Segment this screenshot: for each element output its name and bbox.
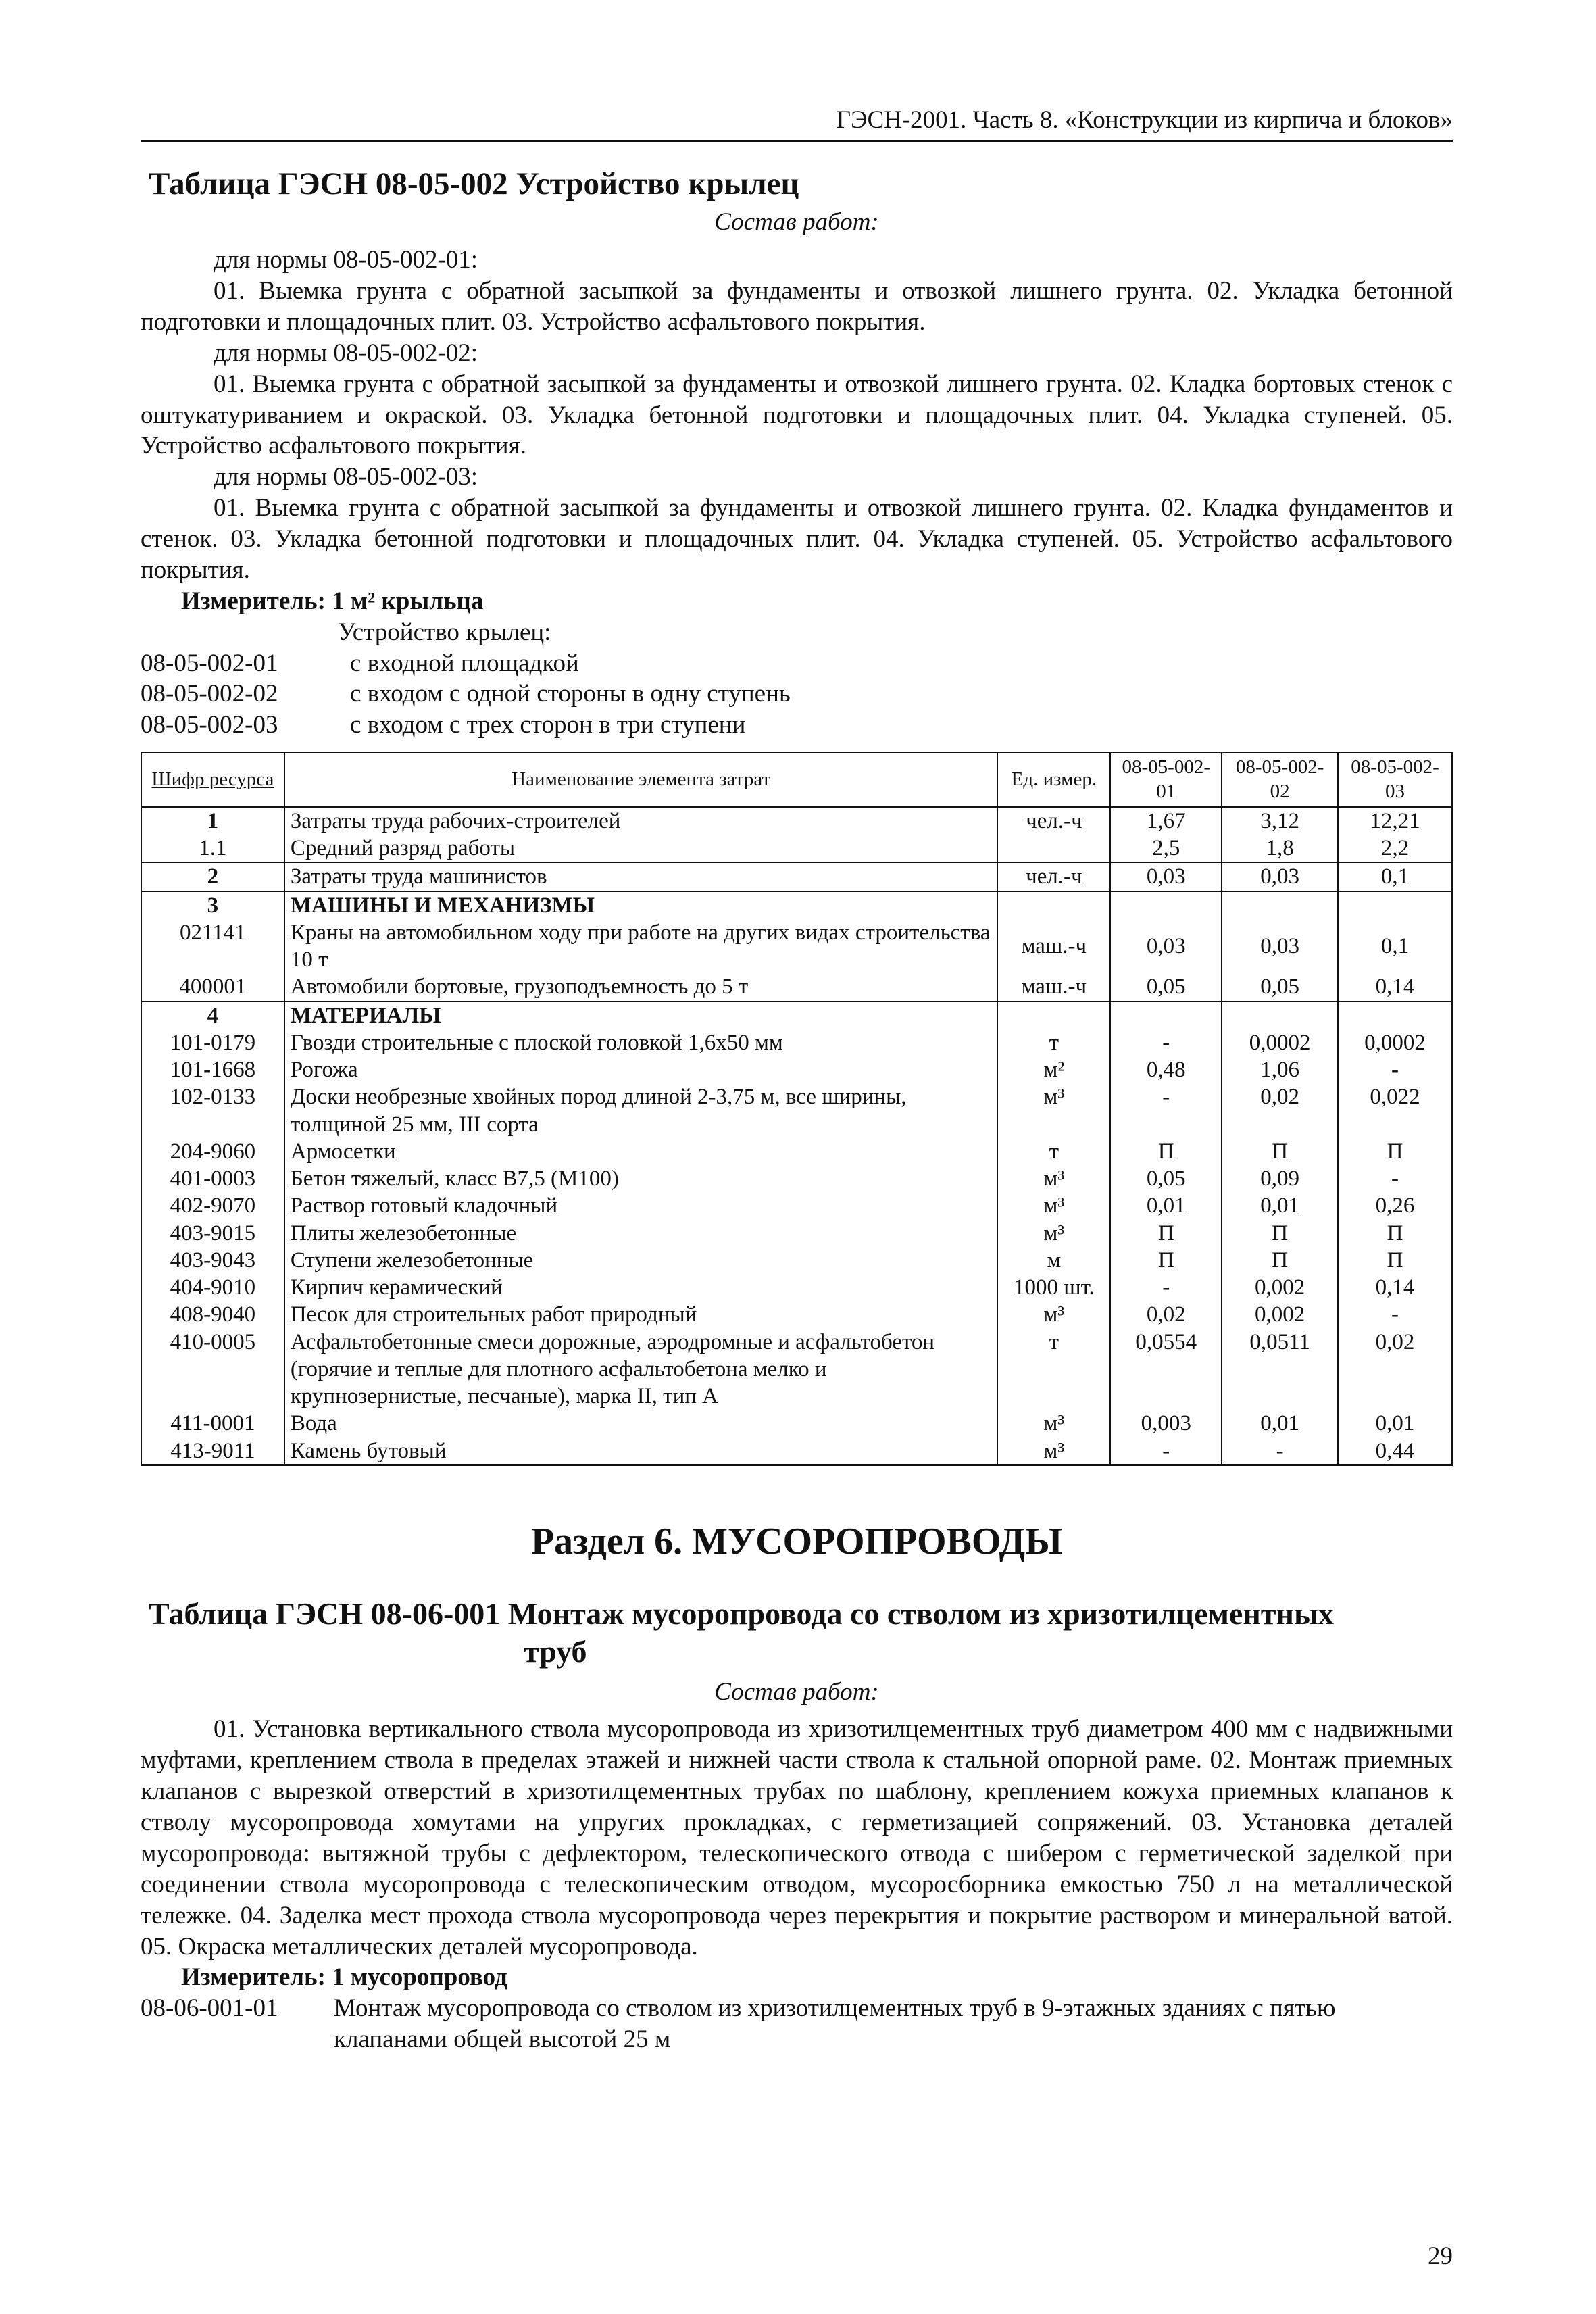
table-header-row bbox=[141, 752, 1452, 807]
col-header-code: Шифр ресурса bbox=[141, 752, 284, 807]
table-row: 204-9060 Армосетки т П П П bbox=[141, 1138, 1452, 1165]
table-title-line2: труб bbox=[524, 1634, 587, 1669]
table-row: 101-1668 Рогожа м² 0,48 1,06 - bbox=[141, 1056, 1452, 1083]
norm-code-row bbox=[141, 710, 1453, 741]
norm-code-row bbox=[141, 679, 1453, 710]
col-header-norm1: 08-05-002-01 bbox=[1110, 752, 1222, 807]
table-row: 3 МАШИНЫ И МЕХАНИЗМЫ bbox=[141, 891, 1452, 919]
norm-text: 01. Выемка грунта с обратной засыпкой за фундаменты и отвозкой лишнего грунта. 02. Кладка фундаментов и стенок. 03. Укладка бетонной подготовки и площадочных плит. 04. Укладка ступеней. 05. Устройство асфальтового покрытия. bbox=[141, 494, 1453, 584]
page-number: 29 bbox=[1428, 2242, 1453, 2270]
table-title bbox=[141, 1595, 1453, 1671]
running-header: ГЭСН-2001. Часть 8. «Конструкции из кирпича и блоков» bbox=[141, 105, 1453, 142]
norm-code-desc: Монтаж мусоропровода со стволом из хризотилцементных труб в 9-этажных зданиях с пятью клапанами общей высотой 25 м bbox=[334, 1994, 1336, 2054]
table-row: 400001 Автомобили бортовые, грузоподъемность до 5 т маш.-ч 0,05 0,05 0,14 bbox=[141, 973, 1452, 1001]
device-heading: Устройство крылец: bbox=[338, 618, 551, 646]
norm-code-desc: с входом с одной стороны в одну ступень bbox=[350, 680, 791, 708]
table-row: 410-0005 Асфальтобетонные смеси дорожные, аэродромные и асфальтобетон (горячие и теплые для плотного асфальтобетона мелко и крупнозернистые, песчаные), марка II, тип А т 0,0554 0,0511 0,02 bbox=[141, 1329, 1452, 1410]
meter-label: Измеритель: 1 мусоропровод bbox=[181, 1963, 507, 1992]
norm-label: для нормы 08-05-002-02: bbox=[214, 339, 478, 367]
norm-text: 01. Выемка грунта с обратной засыпкой за фундаменты и отвозкой лишнего грунта. 02. Кладка бортовых стенок с оштукатуриванием и окраской. 03. Укладка бетонной подготовки и площадочных плит. 04. Укладка ступеней. 05. Устройство асфальтового покрытия. bbox=[141, 370, 1453, 460]
table-row: 101-0179 Гвозди строительные с плоской головкой 1,6х50 мм т - 0,0002 0,0002 bbox=[141, 1029, 1452, 1056]
norm-label: для нормы 08-05-002-01: bbox=[214, 246, 478, 274]
table-row: 401-0003 Бетон тяжелый, класс В7,5 (М100) м³ 0,05 0,09 - bbox=[141, 1165, 1452, 1192]
table-row: 403-9043 Ступени железобетонные м П П П bbox=[141, 1247, 1452, 1274]
table-row: 408-9040 Песок для строительных работ природный м³ 0,02 0,002 - bbox=[141, 1301, 1452, 1328]
col-header-norm2: 08-05-002-02 bbox=[1222, 752, 1338, 807]
norm-code: 08-06-001-01 bbox=[141, 1994, 278, 2023]
col-header-norm3: 08-05-002-03 bbox=[1338, 752, 1452, 807]
table-row: 1 Затраты труда рабочих-строителей чел.-ч 1,67 3,12 12,21 bbox=[141, 807, 1452, 835]
norm-code: 08-05-002-03 bbox=[141, 711, 278, 739]
work-composition-text: 01. Установка вертикального ствола мусоропровода из хризотилцементных труб диаметром 400 мм с надвижными муфтами, креплением ствола в пределах этажей и нижней части ствола к стальной опорной раме. 02. Монтаж приемных клапанов с вырезкой отверстий в хризотилцементных трубах по шаблону, креплением кожуха приемных клапанов к стволу мусоропровода хомутами на упругих прокладках, с герметизацией сопряжений. 03. Установка деталей мусоропровода: вытяжной трубы с дефлектором, телескопического отвода с шибером с герметической заделкой при соединении ствола мусоропровода с телескопическим отводом, мусоросборника емкостью 750 л на металлической тележке. 04. Заделка мест прохода ствола мусоропровода через перекрытия и покрытие раствором и минеральной ватой. 05. Окраска металлических деталей мусоропровода. bbox=[141, 1715, 1453, 1961]
resource-table bbox=[141, 752, 1453, 1466]
table-row: 4 МАТЕРИАЛЫ bbox=[141, 1002, 1452, 1029]
col-header-unit: Ед. измер. bbox=[997, 752, 1110, 807]
table-row: 403-9015 Плиты железобетонные м³ П П П bbox=[141, 1220, 1452, 1247]
norm-label: для нормы 08-05-002-03: bbox=[214, 463, 478, 491]
norm-code: 08-05-002-01 bbox=[141, 649, 278, 677]
table-row: 102-0133 Доски необрезные хвойных пород длиной 2-3,75 м, все ширины, толщиной 25 мм, III сорта м³ - 0,02 0,022 bbox=[141, 1083, 1452, 1138]
section-title: Раздел 6. МУСОРОПРОВОДЫ bbox=[530, 1520, 1063, 1562]
table-row: 413-9011 Камень бутовый м³ - - 0,44 bbox=[141, 1437, 1452, 1465]
norm-code-desc: с входной площадкой bbox=[350, 649, 579, 677]
table-title-line1: Таблица ГЭСН 08-06-001 Монтаж мусоропровода со стволом из хризотилцементных bbox=[149, 1596, 1334, 1631]
work-composition-caption: Состав работ: bbox=[714, 1677, 879, 1706]
table-title: Таблица ГЭСН 08-05-002 Устройство крылец bbox=[149, 166, 799, 201]
meter-label: Измеритель: 1 м² крыльца bbox=[181, 587, 484, 615]
table-row: 402-9070 Раствор готовый кладочный м³ 0,01 0,01 0,26 bbox=[141, 1192, 1452, 1219]
norm-code-row bbox=[141, 1993, 1453, 2055]
table-row: 2 Затраты труда машинистов чел.-ч 0,03 0,03 0,1 bbox=[141, 862, 1452, 891]
norm-text: 01. Выемка грунта с обратной засыпкой за фундаменты и отвозкой лишнего грунта. 02. Укладка бетонной подготовки и площадочных плит. 03. Устройство асфальтового покрытия. bbox=[141, 277, 1453, 336]
table-row: 404-9010 Кирпич керамический 1000 шт. - 0,002 0,14 bbox=[141, 1274, 1452, 1301]
norm-code: 08-05-002-02 bbox=[141, 680, 278, 708]
table-row: 021141 Краны на автомобильном ходу при работе на других видах строительства 10 т маш.-ч 0,03 0,03 0,1 bbox=[141, 919, 1452, 974]
table-row: 411-0001 Вода м³ 0,003 0,01 0,01 bbox=[141, 1410, 1452, 1437]
col-header-name: Наименование элемента затрат bbox=[284, 752, 998, 807]
work-composition-caption: Состав работ: bbox=[714, 208, 879, 237]
norm-block bbox=[141, 245, 1453, 586]
norm-code-row bbox=[141, 648, 1453, 679]
table-row: 1.1 Средний разряд работы 2,5 1,8 2,2 bbox=[141, 835, 1452, 862]
norm-code-desc: с входом с трех сторон в три ступени bbox=[350, 711, 746, 739]
